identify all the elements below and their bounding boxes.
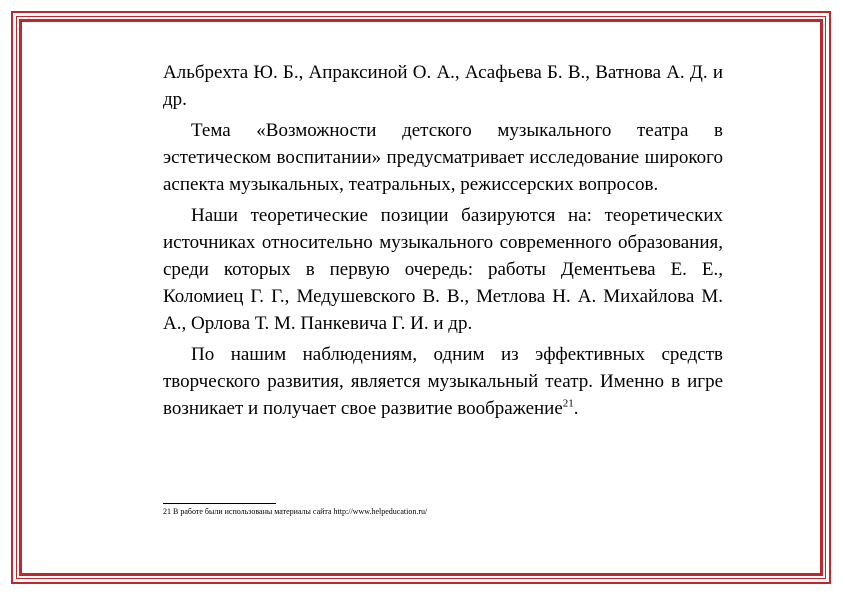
paragraph-authors-continuation [163,59,723,113]
footnote-separator [163,503,276,504]
paragraph-text: Альбрехта Ю. Б., Апраксиной О. А., Асафьева Б. В., Ватнова А. Д. и др. [163,62,723,110]
paragraph-theoretical-positions [163,202,723,337]
body-text [163,59,723,426]
footnote-text: В работе были использованы материалы сайта http://www.helpeducation.ru/ [173,507,428,516]
paragraph-observations [163,341,723,422]
paragraph-trailing-punctuation: . [573,398,579,419]
paragraph-text: Тема «Возможности детского музыкального театра в эстетическом воспитании» предусматривает исследование широкого аспекта музыкальных, театральных, режиссерских вопросов. [163,120,723,195]
footnote [163,507,723,517]
paragraph-text: Наши теоретические позиции базируются на: теоретических источниках относительно музыкального современного образования, среди которых в первую очередь: работы Дементьева Е. Е., Коломиец Г. Г., Медушевского В. В., Метлова Н. А. Михайлова М. А., Орлова Т. М. Панкевича Г. И. и др. [163,205,723,334]
footnote-number: 21 [163,507,171,516]
paragraph-topic [163,117,723,198]
footnote-reference: 21 [562,397,574,410]
paragraph-text: По нашим наблюдениям, одним из эффективных средств творческого развития, является музыкальный театр. Именно в игре возникает и получает свое развитие воображение [163,344,723,419]
